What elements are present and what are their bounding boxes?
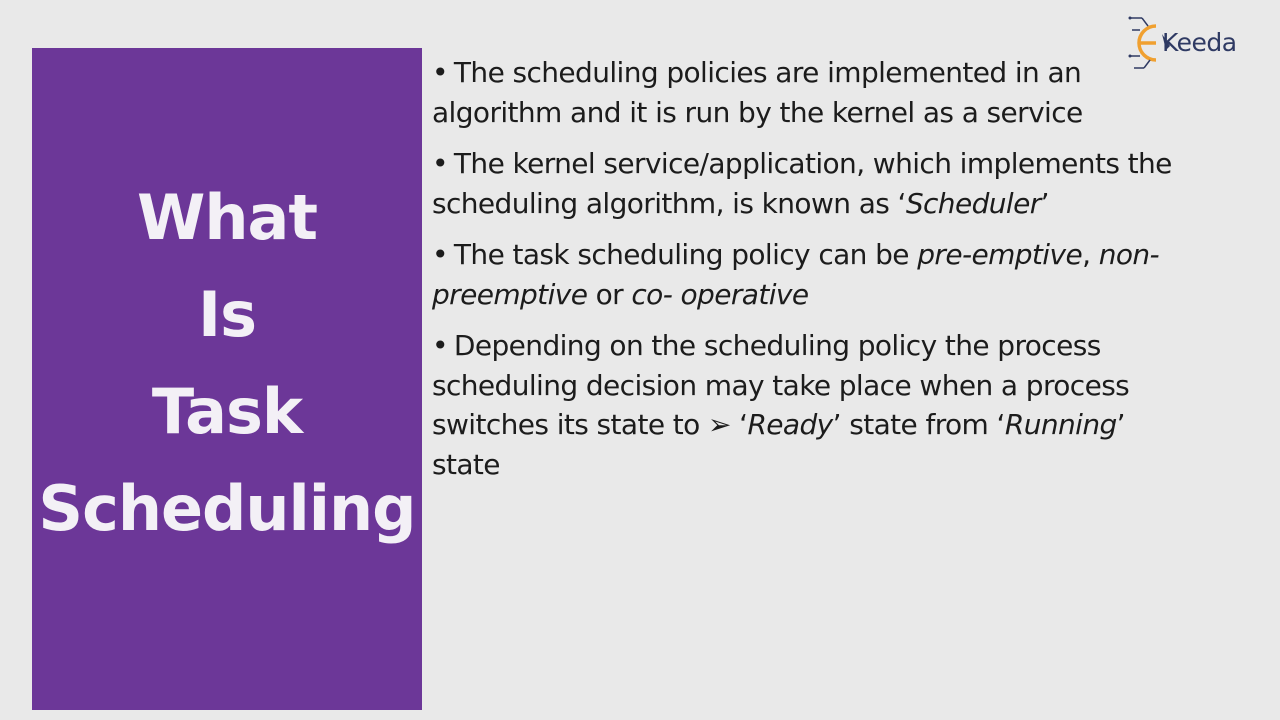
bullet-text: The scheduling policies are implemented in an algorithm and it is run by the kernel as a service <box>432 56 1083 129</box>
bullet-text: or <box>587 277 632 311</box>
bullet-text: ’ <box>1040 186 1049 220</box>
bullet-dot-icon: • <box>432 56 448 89</box>
bullet-item <box>432 144 1172 223</box>
title-line-2: Is <box>198 278 256 351</box>
bullet-text: , <box>1082 238 1099 271</box>
bullet-item <box>432 53 1172 132</box>
bullet-emphasis: non-preemptive <box>432 238 1160 311</box>
logo-text: Keeda <box>1162 28 1237 57</box>
bullet-item <box>432 235 1172 314</box>
bullet-item <box>432 326 1172 484</box>
bullet-dot-icon: • <box>432 329 448 362</box>
bullet-emphasis: Scheduler <box>905 186 1041 220</box>
slide-title <box>38 169 415 557</box>
bullet-text: The task scheduling policy can be <box>453 238 918 271</box>
bullet-text: Depending on the scheduling policy the process scheduling decision may take place when a process switches its state to ➢ ‘ <box>432 329 1130 441</box>
bullet-emphasis: pre-emptive <box>917 238 1083 271</box>
bullet-text: ’ state <box>432 408 1125 481</box>
bullet-emphasis: co- operative <box>631 277 809 311</box>
bullet-text: The kernel service/application, which implements the scheduling algorithm, is known as ‘ <box>432 147 1172 220</box>
title-line-4: Scheduling <box>38 472 416 545</box>
bullet-emphasis: Running <box>1004 408 1117 441</box>
title-line-3: Task <box>151 375 303 448</box>
title-panel <box>32 48 422 710</box>
bullet-text: ’ state from ‘ <box>832 408 1005 441</box>
bullet-emphasis: Ready <box>747 408 833 441</box>
bullet-list <box>432 53 1172 496</box>
bullet-dot-icon: • <box>432 147 448 180</box>
bullet-dot-icon: • <box>432 238 448 271</box>
title-line-1: What <box>136 181 317 254</box>
